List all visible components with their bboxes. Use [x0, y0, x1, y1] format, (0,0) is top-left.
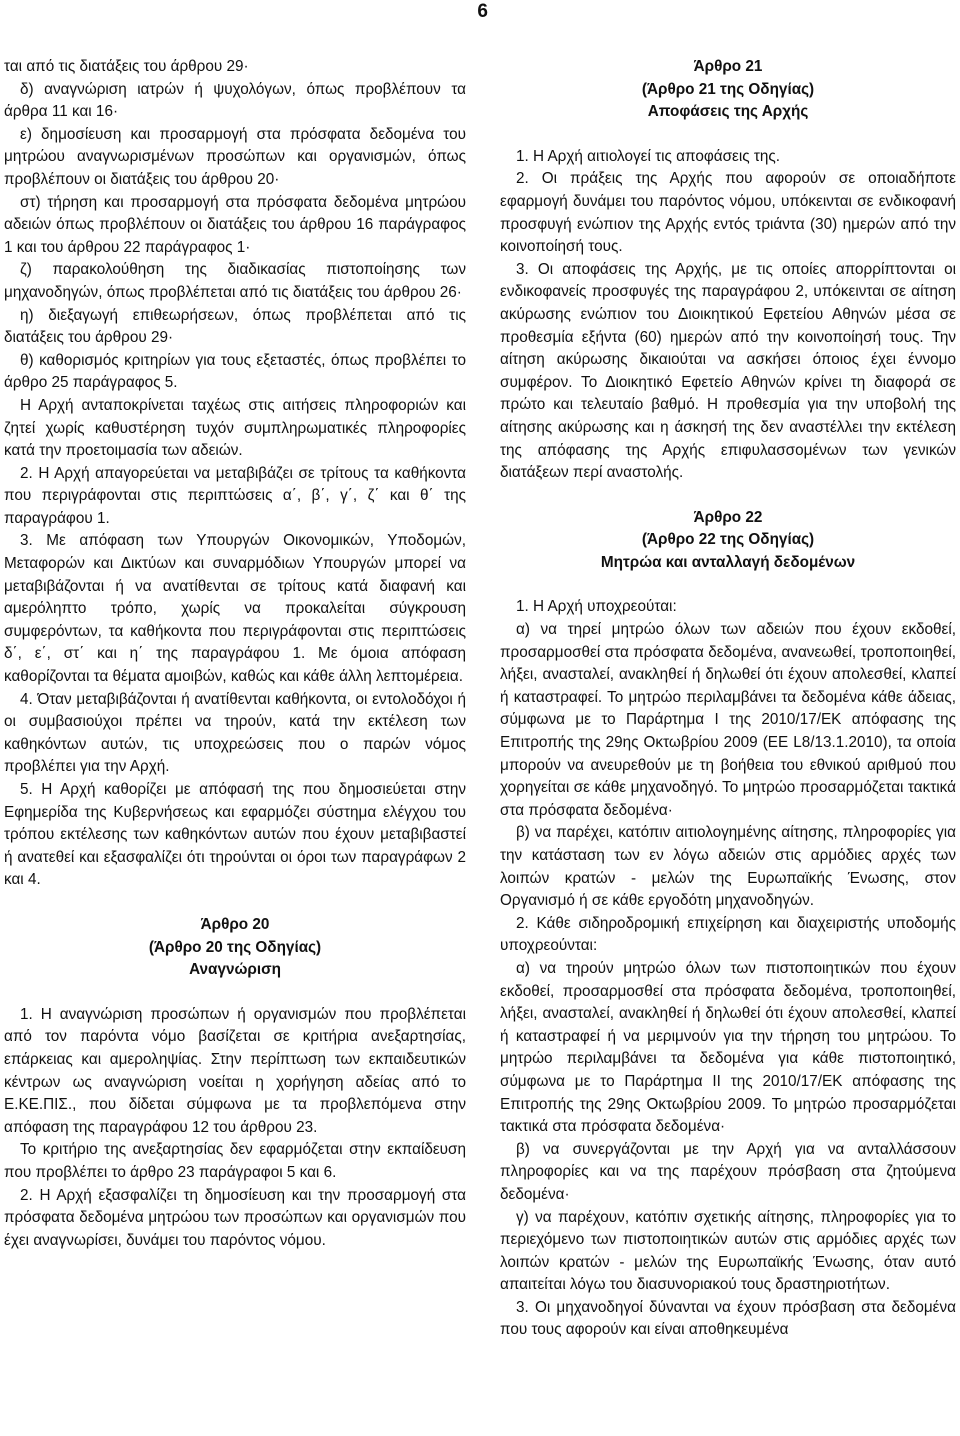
paragraph: β) να παρέχει, κατόπιν αιτιολογημένης αίτησης, πληροφορίες για την κατάσταση των εν λόγω αδειών στις αρμόδιες αρχές των λοιπών κρατών - μελών της Ευρωπαϊκής Ένωσης, στον Οργανισμό ή σε κάθε εργοδότη μηχανοδηγών.: [500, 824, 956, 910]
left-column: [4, 56, 466, 1252]
article-title: Αναγνώριση: [189, 961, 281, 979]
paragraph: 1. Η Αρχή αιτιολογεί τις αποφάσεις της.: [516, 147, 781, 165]
article-21-heading: [500, 56, 956, 124]
article-number: Άρθρο 20: [200, 915, 270, 933]
article-title: Μητρώα και ανταλλαγή δεδομένων: [600, 553, 856, 571]
article-directive-ref: (Άρθρο 22 της Οδηγίας): [641, 531, 815, 549]
paragraph: 2. Κάθε σιδηροδρομική επιχείρηση και διαχειριστής υποδομής υποχρεούνται:: [500, 914, 956, 955]
paragraph: Το κριτήριο της ανεξαρτησίας δεν εφαρμόζεται στην εκπαίδευση που προβλέπει το άρθρο 23 παράγραφοι 5 και 6.: [4, 1141, 466, 1181]
article-title: Αποφάσεις της Αρχής: [647, 103, 809, 121]
paragraph: ζ) παρακολούθηση της διαδικασίας πιστοποίησης των μηχανοδηγών, όπως προβλέπεται από τις διατάξεις του άρθρου 26·: [4, 261, 466, 301]
article-number: Άρθρο 22: [693, 508, 763, 526]
right-column: [500, 56, 956, 1342]
paragraph: β) να συνεργάζονται με την Αρχή για να ανταλλάσσουν πληροφορίες και να της παρέχουν πρόσβαση στα ζητούμενα δεδομένα·: [500, 1140, 956, 1203]
article-number: Άρθρο 21: [693, 58, 763, 75]
paragraph: ε) δημοσίευση και προσαρμογή στα πρόσφατα δεδομένα του μητρώου αναγνωρισμένων προσώπων και οργανισμών, όπως προβλέπουν οι διατάξεις του άρθρου 20·: [4, 125, 466, 188]
paragraph: α) να τηρεί μητρώο όλων των αδειών που έχουν εκδοθεί, προσαρμοσθεί στα πρόσφατα δεδομένα, ανανεωθεί, τροποποιηθεί, λήξει, ανασταλεί, ανακληθεί ή δηλωθεί ότι έχουν απολεσθεί, κλαπεί ή καταστραφεί. Το μητρώο περιλαμβάνει τα δεδομένα κάθε άδειας, σύμφωνα με το Παράρτημα Ι της 2010/17/ΕΚ απόφασης της Επιτροπής της 29ης Οκτωβρίου 2009 (ΕΕ L8/13.1.2010), τα οποία μπορούν να ανευρεθούν με τη βοήθεια του εθνικού αριθμού που χορηγείται σε κάθε μηχανοδηγό. Το μητρώο προσαρμόζεται τακτικά στα πρόσφατα δεδομένα·: [500, 621, 956, 819]
paragraph: η) διεξαγωγή επιθεωρήσεων, όπως προβλέπεται από τις διατάξεις του άρθρου 29·: [4, 306, 466, 347]
article-22-heading: [500, 507, 956, 575]
paragraph: 5. Η Αρχή καθορίζει με απόφασή της που δημοσιεύεται στην Εφημερίδα της Κυβερνήσεως και εφαρμόζει σύστημα ελέγχου του τρόπου εκτέλεσης των καθηκόντων αυτών που έχουν μεταβιβαστεί ή ανατεθεί και εξασφαλίζει ότι τηρούνται οι όροι των παραγράφων 2 και 4.: [4, 781, 466, 889]
article-directive-ref: (Άρθρο 21 της Οδηγίας): [641, 80, 815, 98]
article-directive-ref: (Άρθρο 20 της Οδηγίας): [148, 938, 322, 956]
paragraph: 3. Οι μηχανοδηγοί δύνανται να έχουν πρόσβαση στα δεδομένα που τους αφορούν και είναι αποθηκευμένα: [500, 1298, 956, 1339]
paragraph: 4. Όταν μεταβιβάζονται ή ανατίθενται καθήκοντα, οι εντολοδόχοι ή οι συμβασιούχοι πρέπει να τηρούν, κατά την εκτέλεση των καθηκόντων αυτών, τις υποχρεώσεις που ο παρών νόμος προβλέπει για την Αρχή.: [4, 690, 466, 776]
article-20-heading: [4, 914, 466, 982]
paragraph: 1. Η αναγνώριση προσώπων ή οργανισμών που προβλέπεται από τον παρόντα νόμο βασίζεται σε κριτήρια ανεξαρτησίας, επάρκειας και αμεροληψίας. Στην περίπτωση των εκπαιδευτικών κέντρων ως αναγνώριση νοείται η χορήγηση αδείας από το Ε.ΚΕ.ΠΙΣ., που δίδεται σύμφωνα με τα προβλεπόμενα στην απόφαση της παραγράφου 12 του άρθρου 23.: [4, 1005, 466, 1136]
page-number: 6: [477, 1, 488, 22]
paragraph: ται από τις διατάξεις του άρθρου 29·: [4, 58, 249, 75]
paragraph: γ) να παρέχουν, κατόπιν σχετικής αίτησης, πληροφορίες για το περιεχόμενο των πιστοποιητικών αυτών στις αρμόδιες αρχές των λοιπών κρατών - μελών της Ευρωπαϊκής Ένωσης, όταν αυτό απαιτείται λόγω του διασυνοριακού τους δραστηριοτήτων.: [500, 1208, 956, 1294]
paragraph: α) να τηρούν μητρώο όλων των πιστοποιητικών που έχουν εκδοθεί, προσαρμοσθεί στα πρόσφατα δεδομένα, τροποποιηθεί, λήξει, ανασταλεί, ανακληθεί ή δηλωθεί ότι έχουν απολεσθεί, κλαπεί ή καταστραφεί ή να μεριμνούν για την τήρηση του μητρώου. Το μητρώο περιλαμβάνει τα δεδομένα για κάθε πιστοποιητικό, σύμφωνα με το Παράρτημα ΙΙ της 2010/17/ΕΚ απόφασης της Επιτροπής της 29ης Οκτωβρίου 2009. Το μητρώο προσαρμόζεται τακτικά στα πρόσφατα δεδομένα·: [500, 959, 956, 1136]
paragraph: δ) αναγνώριση ιατρών ή ψυχολόγων, όπως προβλέπουν τα άρθρα 11 και 16·: [4, 80, 466, 121]
paragraph: 3. Με απόφαση των Υπουργών Οικονομικών, Υποδομών, Μεταφορών και Δικτύων και συναρμόδιων Υπουργών μπορεί να μεταβιβάζονται ή να ανατίθενται σε τρίτους κατά διαφανή και αμερόληπτο τρόπο, χωρίς να προκαλείται σύγκρουση συμφερόντων, τα καθήκοντα που περιγράφονται στις περιπτώσεις δ΄, ε΄, στ΄ και η΄ της παραγράφου 1. Με όμοια απόφαση καθορίζονται τα θέματα αμοιβών, καθώς και κάθε άλλη λεπτομέρεια.: [4, 532, 466, 686]
paragraph: Η Αρχή ανταποκρίνεται ταχέως στις αιτήσεις πληροφοριών και ζητεί χωρίς καθυστέρηση τυχόν συμπληρωματικές πληροφορίες κατά την προετοιμασία των αδειών.: [4, 396, 466, 460]
paragraph: 3. Οι αποφάσεις της Αρχής, με τις οποίες απορρίπτονται οι ενδικοφανείς προσφυγές της παραγράφου 2, υπόκεινται σε αίτηση ακύρωσης ενώπιον του Διοικητικού Εφετείου Αθηνών μέσα σε προθεσμία εξήντα (60) ημερών από την κοινοποίησή τους. Την αίτηση ακύρωσης δικαιούται να ασκήσει όποιος έχει έννομο συμφέρον. Το Διοικητικό Εφετείο Αθηνών κρίνει τη διαφορά σε πρώτο και τελευταίο βαθμό. Η προθεσμία για την υποβολή της αίτησης ακύρωσης και η άσκησή της δεν αναστέλλει την εκτέλεση της απόφασης της Αρχής επιφυλασσομένων των γενικών διατάξεων περί αναστολής.: [500, 260, 956, 482]
paragraph: 2. Η Αρχή εξασφαλίζει τη δημοσίευση και την προσαρμογή στα πρόσφατα δεδομένα μητρώου των προσώπων και οργανισμών που έχει αναγνωρίσει, δυνάμει του παρόντος νόμου.: [4, 1186, 466, 1249]
paragraph: στ) τήρηση και προσαρμογή στα πρόσφατα δεδομένα μητρώου αδειών όπως προβλέπουν οι διατάξεις του άρθρου 16 παράγραφος 1 και του άρθρου 22 παράγραφος 1·: [4, 193, 466, 256]
paragraph: 1. Η Αρχή υποχρεούται:: [516, 598, 677, 616]
paragraph: 2. Οι πράξεις της Αρχής που αφορούν σε οποιαδήποτε εφαρμογή δυνάμει του παρόντος νόμου, υπόκεινται σε ενδικοφανή προσφυγή ενώπιον της Αρχής εντός τριάντα (30) ημερών από την κοινοποίησή τους.: [500, 170, 956, 256]
paragraph: 2. Η Αρχή απαγορεύεται να μεταβιβάζει σε τρίτους τα καθήκοντα που περιγράφονται στις περιπτώσεις α΄, β΄, γ΄, ζ΄ και θ΄ της παραγράφου 1.: [4, 464, 466, 527]
paragraph: θ) καθορισμός κριτηρίων για τους εξεταστές, όπως προβλέπει το άρθρο 25 παράγραφος 5.: [4, 351, 466, 392]
